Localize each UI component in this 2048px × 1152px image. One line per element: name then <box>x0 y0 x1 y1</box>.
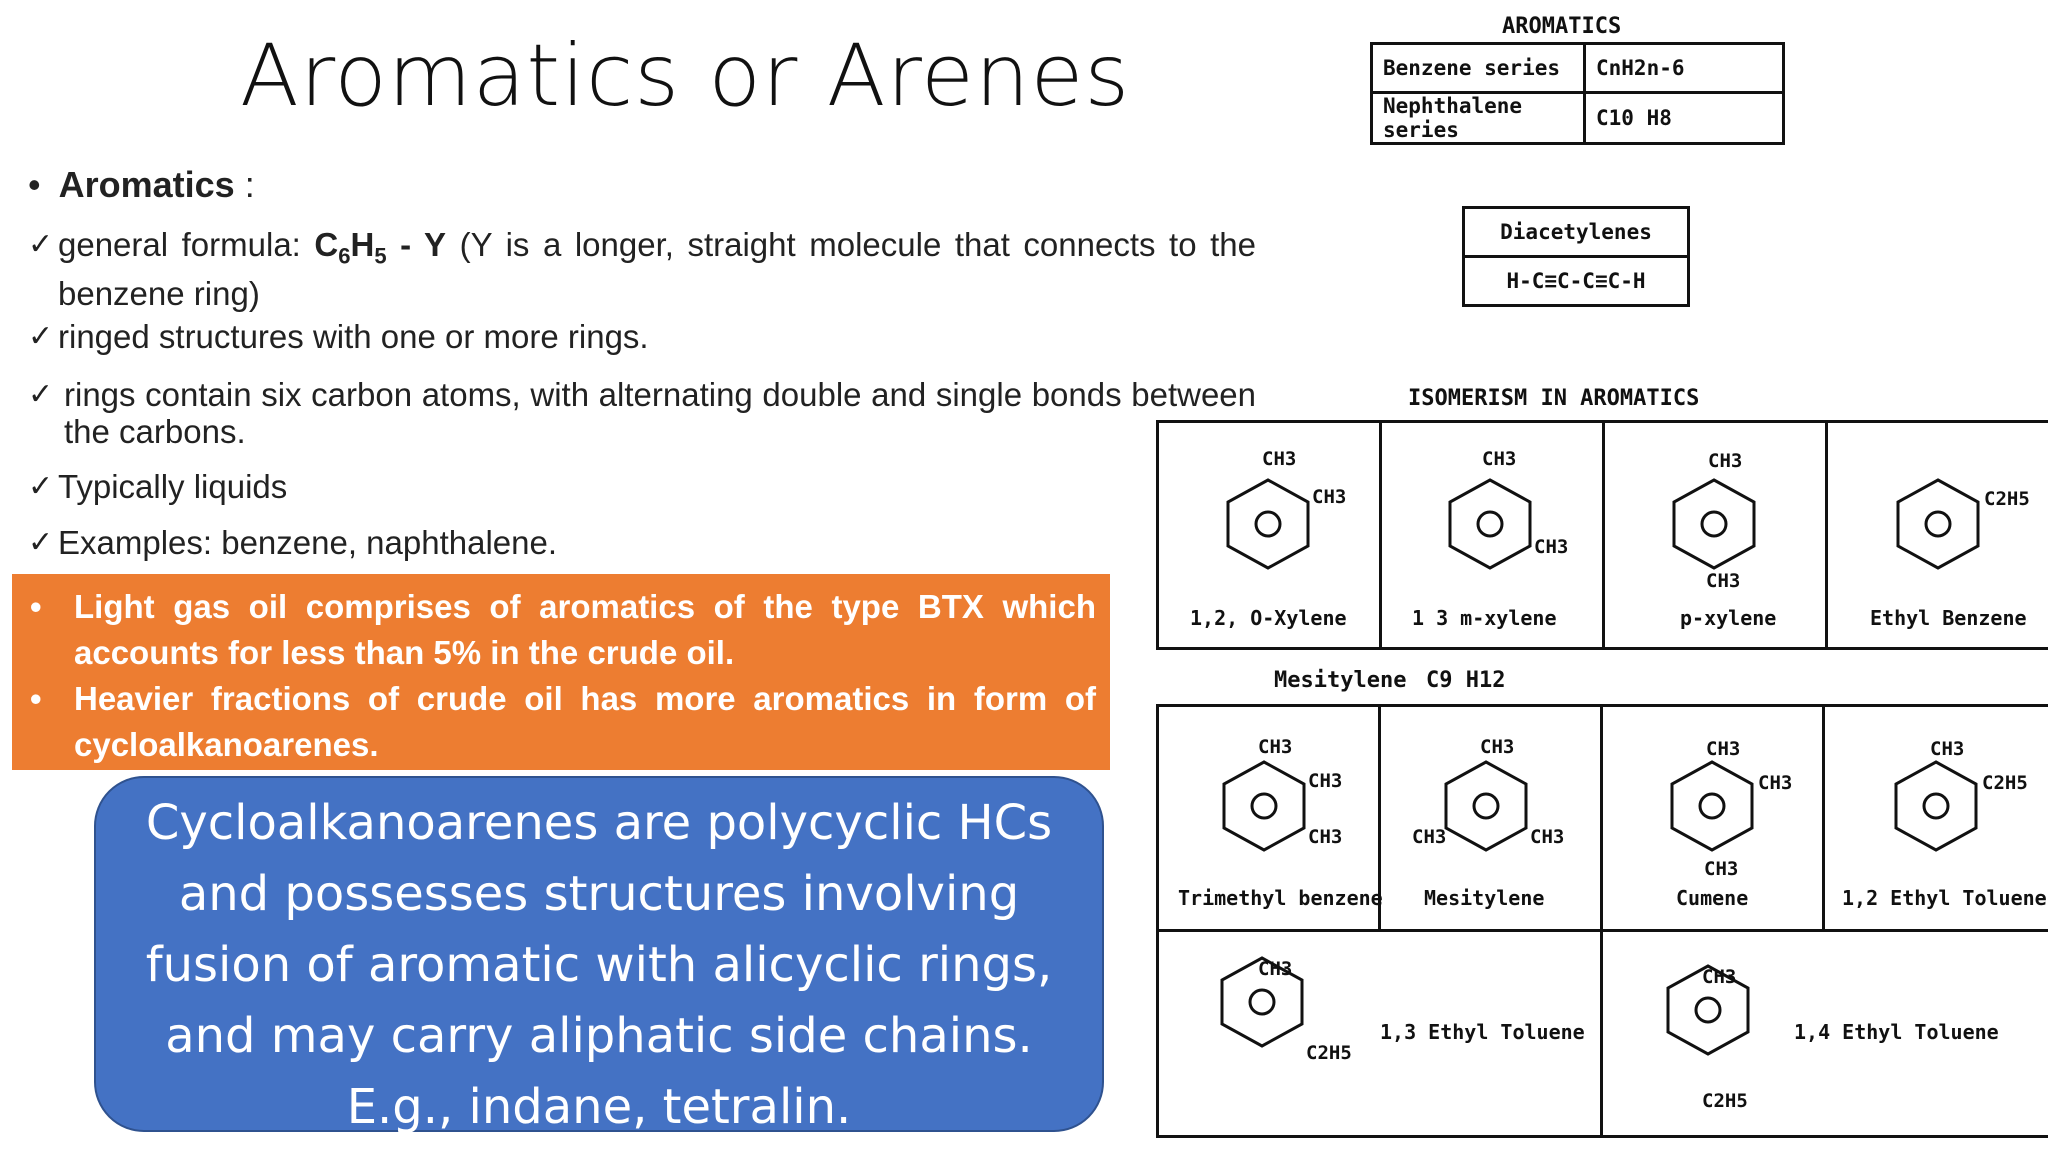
formula-y: - Y <box>400 226 447 263</box>
formula-c: C <box>314 226 339 263</box>
group-label: C2H5 <box>1982 772 2028 794</box>
table-cell: Benzene series <box>1372 44 1585 93</box>
box-line: and may carry aliphatic side chains. <box>165 1008 1033 1064</box>
formula-rest: (Y is a longer, straight molecule that connects to the benzene ring) <box>58 226 1256 312</box>
group-label: CH3 <box>1308 770 1343 792</box>
table-row <box>1372 44 1784 93</box>
isomer-caption: 1,2, O-Xylene <box>1190 606 1347 630</box>
check-icon: ✓ <box>28 526 54 559</box>
isomerism-label: ISOMERISM IN AROMATICS <box>1408 386 1700 411</box>
group-label: CH3 <box>1702 966 1737 988</box>
isomer-caption: 1,4 Ethyl Toluene <box>1794 1020 1999 1044</box>
callout-bullet: • Light gas oil comprises of aromatics of the type BTX which accounts for less than 5% in the crude oil. <box>74 584 1096 676</box>
heading-text: Aromatics <box>58 164 235 205</box>
group-label: CH3 <box>1534 536 1569 558</box>
table-row <box>1372 93 1784 144</box>
group-label: CH3 <box>1480 736 1515 758</box>
isomer-caption: 1,3 Ethyl Toluene <box>1380 1020 1585 1044</box>
table-cell: Nephthalene series <box>1372 93 1585 144</box>
group-label: CH3 <box>1308 826 1343 848</box>
group-label: C2H5 <box>1984 488 2030 510</box>
group-label: CH3 <box>1412 826 1447 848</box>
check-icon: ✓ <box>28 378 54 411</box>
group-label: CH3 <box>1930 738 1965 760</box>
formula-text <box>58 226 1256 312</box>
isomer-caption: 1,2 Ethyl Toluene <box>1842 886 2047 910</box>
group-label: CH3 <box>1258 736 1293 758</box>
aromatics-label: AROMATICS <box>1502 14 1622 39</box>
table-cell: H-C≡C-C≡C-H <box>1464 257 1689 306</box>
isomer-caption: Cumene <box>1676 886 1749 910</box>
btx-callout <box>12 574 1110 770</box>
table-row <box>1464 257 1689 306</box>
group-label: CH3 <box>1706 738 1741 760</box>
table-cell: C10 H8 <box>1585 93 1784 144</box>
box-line: fusion of aromatic with alicyclic rings, <box>145 937 1053 993</box>
slide-title: Aromatics or Arenes <box>240 26 1131 126</box>
group-label: CH3 <box>1258 958 1293 980</box>
isomer-caption: 1 3 m-xylene <box>1412 606 1557 630</box>
heading-colon: : <box>244 164 255 205</box>
series-table <box>1370 42 1785 145</box>
aromatics-heading: • Aromatics : <box>28 164 255 205</box>
isomer-caption: Trimethyl benzene <box>1178 886 1383 910</box>
formula-h: H <box>350 226 375 263</box>
isomer-caption: p-xylene <box>1680 606 1777 630</box>
isomer-caption: Ethyl Benzene <box>1870 606 2027 630</box>
point-text: Typically liquids <box>58 468 288 505</box>
group-label: CH3 <box>1706 570 1741 592</box>
group-label: CH3 <box>1708 450 1743 472</box>
callout-bullet: • Heavier fractions of crude oil has more aromatics in form of cycloalkanoarenes. <box>74 676 1096 768</box>
table-row <box>1464 208 1689 257</box>
formula-c-sub: 6 <box>338 243 351 269</box>
point-text: Examples: benzene, naphthalene. <box>58 524 558 561</box>
check-icon: ✓ <box>28 320 54 353</box>
mesitylene-formula: C9 H12 <box>1426 668 1506 693</box>
row2-rings <box>1156 704 2048 1138</box>
formula-prefix: general formula: <box>58 226 301 263</box>
group-label: CH3 <box>1482 448 1517 470</box>
group-label: CH3 <box>1530 826 1565 848</box>
box-line: Cycloalkanoarenes are polycyclic HCs <box>145 795 1053 851</box>
point-text: rings contain six carbon atoms, with alternating double and single bonds between the carbons. <box>64 376 1256 450</box>
group-label: C2H5 <box>1306 1042 1352 1064</box>
table-cell: CnH2n-6 <box>1585 44 1784 93</box>
box-line: and possesses structures involving <box>178 866 1020 922</box>
group-label: CH3 <box>1758 772 1793 794</box>
isomer-caption: Mesitylene <box>1424 886 1545 910</box>
box-line: E.g., indane, tetralin. <box>346 1079 852 1135</box>
group-label: C2H5 <box>1702 1090 1748 1112</box>
point-text: ringed structures with one or more rings. <box>58 318 649 355</box>
group-label: CH3 <box>1704 858 1739 880</box>
diacetylenes-table <box>1462 206 1690 307</box>
formula-h-sub: 5 <box>374 243 387 269</box>
mesitylene-label: Mesitylene <box>1274 668 1407 693</box>
check-icon: ✓ <box>28 228 54 261</box>
group-label: CH3 <box>1262 448 1297 470</box>
check-icon: ✓ <box>28 470 54 503</box>
table-cell: Diacetylenes <box>1464 208 1689 257</box>
cycloalkanoarenes-box <box>94 776 1104 1135</box>
group-label: CH3 <box>1312 486 1347 508</box>
